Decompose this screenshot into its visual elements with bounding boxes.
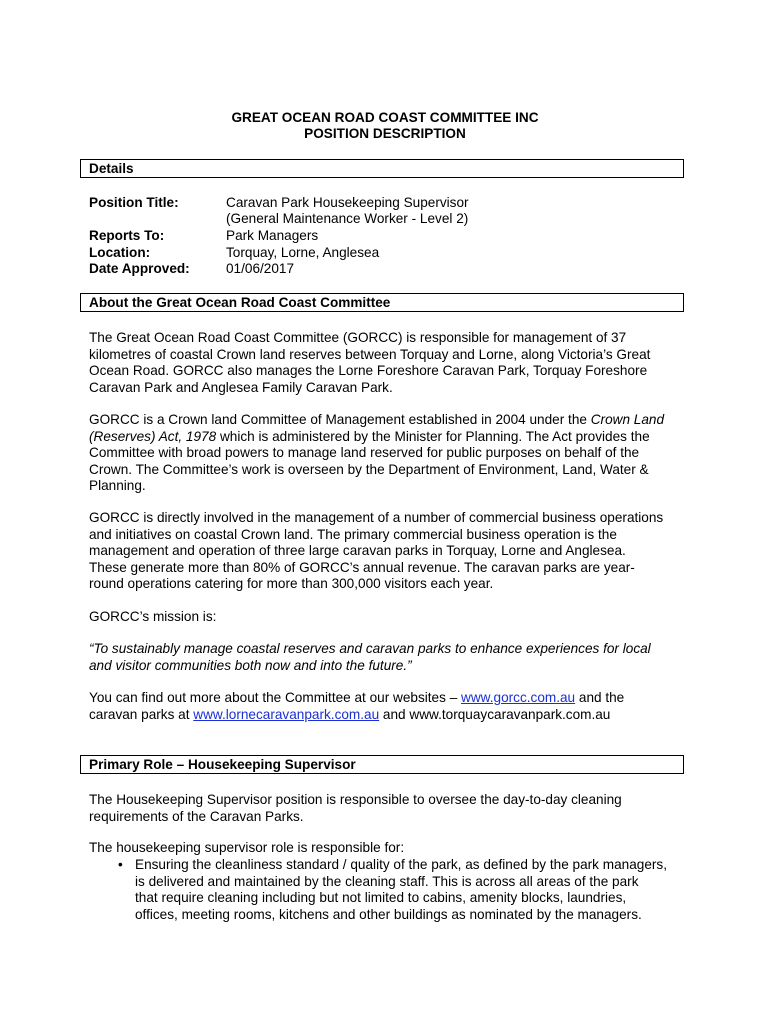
paragraph-line — [89, 707, 689, 724]
position-title-label: Position Title: — [89, 195, 179, 210]
bullet-item — [135, 857, 695, 923]
mission-intro: GORCC’s mission is: — [89, 609, 217, 624]
paragraph-line — [89, 429, 689, 446]
paragraph-line: These generate more than 80% of GORCC’s annual revenue. The caravan parks are year- — [89, 559, 635, 575]
paragraph-line: The Great Ocean Road Coast Committee (GORCC) is responsible for management of 37 — [89, 330, 627, 345]
reports-to-value: Park Managers — [226, 228, 319, 243]
paragraph-line: Planning. — [89, 478, 146, 494]
paragraph-line: is delivered and maintained by the cleaning staff. This is across all areas of the park — [135, 873, 639, 889]
text-run: and the — [575, 690, 625, 705]
paragraph-line: Caravan Park and Anglesea Family Caravan Park. — [89, 379, 393, 395]
websites-paragraph — [89, 690, 689, 723]
text-run: and www.torquaycaravanpark.com.au — [379, 706, 611, 722]
mission-statement — [89, 641, 689, 674]
primary-role-paragraph-1 — [89, 792, 689, 825]
paragraph-line: offices, meeting rooms, kitchens and other buildings as nominated by the managers. — [135, 906, 642, 922]
location-label: Location: — [89, 245, 151, 260]
date-approved-label: Date Approved: — [89, 261, 190, 276]
position-title-value: Caravan Park Housekeeping Supervisor — [226, 195, 469, 210]
text-run: which is administered by the Minister for Planning. The Act provides the — [216, 428, 650, 444]
bullet-icon: • — [118, 857, 123, 872]
document-title: GREAT OCEAN ROAD COAST COMMITTEE INC — [231, 110, 539, 125]
paragraph-line: Committee with broad powers to manage land reserved for public purposes on behalf of the — [89, 445, 640, 461]
date-approved-value: 01/06/2017 — [226, 261, 295, 276]
paragraph-line: round operations catering for more than 300,000 visitors each year. — [89, 576, 494, 592]
paragraph-line: Ensuring the cleanliness standard / quality of the park, as defined by the park managers, — [135, 857, 667, 872]
details-heading: Details — [89, 161, 134, 176]
about-paragraph-2 — [89, 412, 689, 495]
paragraph-line: “To sustainably manage coastal reserves and caravan parks to enhance experiences for local — [89, 641, 651, 656]
act-name-italic: (Reserves) Act, 1978 — [89, 428, 217, 444]
paragraph-line: requirements of the Caravan Parks. — [89, 808, 304, 824]
paragraph-line — [89, 412, 689, 429]
document-subtitle: POSITION DESCRIPTION — [304, 126, 466, 141]
gorcc-website-link[interactable]: www.gorcc.com.au — [461, 690, 576, 705]
paragraph-line: and initiatives on coastal Crown land. The primary commercial business operation is the — [89, 526, 617, 542]
details-heading-box — [80, 159, 684, 178]
about-heading-box — [80, 293, 684, 312]
act-name-italic: Crown Land — [590, 412, 665, 427]
location-value: Torquay, Lorne, Anglesea — [226, 245, 380, 260]
paragraph-line — [89, 690, 689, 707]
paragraph-line: that require cleaning including but not limited to cabins, amenity blocks, laundries, — [135, 890, 627, 906]
text-run: GORCC is a Crown land Committee of Management established in 2004 under the — [89, 412, 591, 427]
primary-role-heading: Primary Role – Housekeeping Supervisor — [89, 757, 356, 772]
paragraph-line: management and operation of three large caravan parks in Torquay, Lorne and Anglesea. — [89, 543, 626, 559]
position-title-value-2: (General Maintenance Worker - Level 2) — [226, 211, 469, 226]
text-run: You can find out more about the Committee at our websites – — [89, 690, 462, 705]
paragraph-line: Ocean Road. GORCC also manages the Lorne Foreshore Caravan Park, Torquay Foreshore — [89, 363, 648, 379]
paragraph-line: Crown. The Committee’s work is overseen by the Department of Environment, Land, Water & — [89, 461, 649, 477]
about-heading: About the Great Ocean Road Coast Committee — [89, 295, 391, 310]
lorne-caravan-park-link[interactable]: www.lornecaravanpark.com.au — [193, 706, 380, 722]
about-paragraph-3 — [89, 510, 689, 593]
primary-role-paragraph-2: The housekeeping supervisor role is responsible for: — [89, 840, 405, 855]
paragraph-line: The Housekeeping Supervisor position is responsible to oversee the day-to-day cleaning — [89, 792, 622, 807]
paragraph-line: and visitor communities both now and into the future.” — [89, 657, 412, 673]
text-run: caravan parks at — [89, 706, 194, 722]
paragraph-line: GORCC is directly involved in the management of a number of commercial business operations — [89, 510, 664, 525]
paragraph-line: kilometres of coastal Crown land reserves between Torquay and Lorne, along Victoria’s Great — [89, 346, 651, 362]
reports-to-label: Reports To: — [89, 228, 165, 243]
primary-role-heading-box — [80, 755, 684, 774]
about-paragraph-1 — [89, 330, 689, 396]
